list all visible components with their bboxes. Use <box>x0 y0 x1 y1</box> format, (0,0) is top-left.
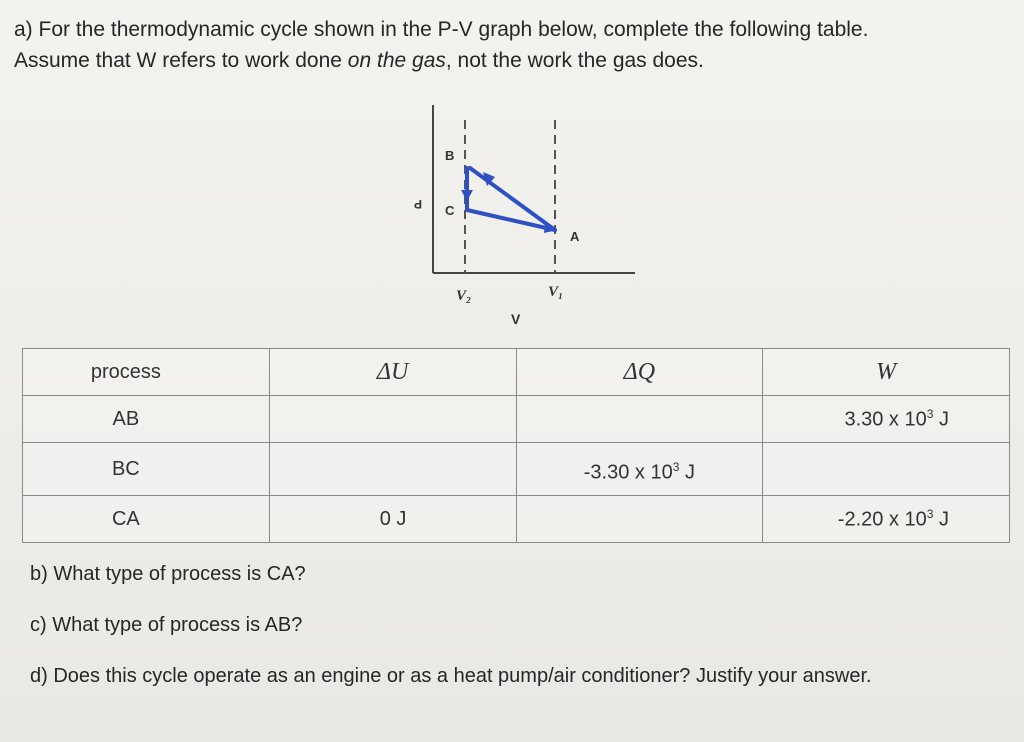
v2-label: V₂ <box>456 288 472 304</box>
v1-label: V₁ <box>548 284 564 300</box>
y-axis-label: P <box>413 197 422 211</box>
header-work: W <box>763 349 1010 396</box>
point-a-label: A <box>570 229 580 244</box>
table-row <box>23 443 1010 496</box>
work-cell: -2.20 x $10^3$ J <box>763 496 1010 543</box>
point-c-label: C <box>445 203 455 218</box>
table-row <box>23 396 1010 443</box>
delta-q-cell: -3.30 x $10^3$ J <box>516 443 763 496</box>
delta-q-cell[interactable] <box>516 396 763 443</box>
header-delta-q: ΔQ <box>516 349 763 396</box>
pv-graph-svg <box>395 100 640 330</box>
header-process: process <box>23 349 270 396</box>
work-cell[interactable] <box>763 443 1010 496</box>
question-b: b) What type of process is CA? <box>30 563 306 585</box>
delta-u-cell[interactable] <box>269 396 516 443</box>
process-cell: AB <box>23 396 270 443</box>
table-row <box>23 496 1010 543</box>
intro-line-2-pre: Assume that W refers to work done <box>14 49 348 72</box>
intro-line-1: a) For the thermodynamic cycle shown in the P-V graph below, complete the following table. <box>14 18 869 41</box>
delta-q-cell[interactable] <box>516 496 763 543</box>
process-cell: CA <box>23 496 270 543</box>
intro-emphasis: on the gas <box>347 49 446 72</box>
thermo-table <box>22 348 1010 543</box>
table-header-row <box>23 349 1010 396</box>
work-cell: 3.30 x $10^3$ J <box>763 396 1010 443</box>
header-delta-u: ΔU <box>269 349 516 396</box>
delta-u-cell: 0 J <box>269 496 516 543</box>
delta-u-cell[interactable] <box>269 443 516 496</box>
pv-graph <box>395 100 640 330</box>
point-b-label: B <box>445 148 455 163</box>
cycle-arrows <box>461 172 557 233</box>
cycle-path <box>467 168 555 230</box>
problem-intro <box>14 14 1004 76</box>
x-axis-label: V <box>511 311 521 327</box>
question-d: d) Does this cycle operate as an engine or as a heat pump/air conditioner? Justify your answer. <box>30 665 872 687</box>
process-cell: BC <box>23 443 270 496</box>
question-c: c) What type of process is AB? <box>30 614 303 636</box>
intro-line-2-post: , not the work the gas does. <box>445 49 704 72</box>
intro-line-2 <box>14 45 1004 76</box>
arrow-bc <box>461 190 473 201</box>
